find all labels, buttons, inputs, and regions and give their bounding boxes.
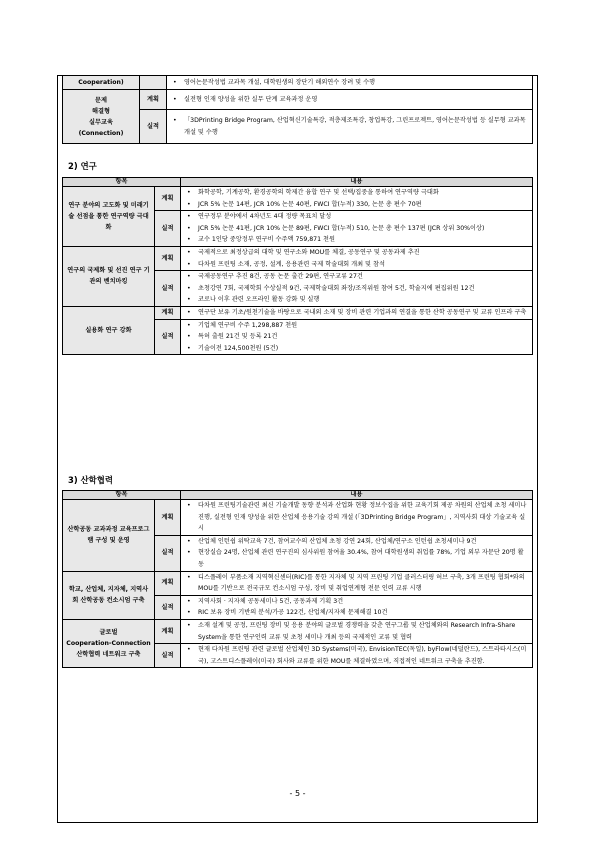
list-item: • 디스플레이 부품소재 지역혁신센터(RIC)를 통한 지자체 및 지역 프린팅 기업 클러스터링 허브 구축, 3개 프린팅 협회*와의 MOU를 기반으로 전국규모 컨소시엄 구성, 장비 및 취업연계형 전문 인력 교류 시행 [184, 572, 529, 595]
list-item: • 국제적으로 최정상급의 대학 및 연구소와 MOU를 체결, 공동연구 및 공동과제 추진 [184, 247, 529, 259]
header-content: 내용 [181, 491, 533, 500]
table-row [63, 90, 533, 110]
list-item: • 화학공학, 기계공학, 환경공학의 학제간 융합 연구 및 선택/집중을 통하여 연구역량 극대화 [184, 187, 529, 199]
table-row [63, 306, 533, 319]
section-title-industry: 3) 산학협력 [68, 475, 113, 485]
list-item: • 다차원 프린팅 소재, 공정, 설계, 응용관련 국제 학술대회 개최 및 참석 [184, 259, 529, 271]
table-row [63, 246, 533, 270]
row-content [167, 110, 533, 144]
list-item: • 기술이전 124,500천원 (5건) [184, 343, 529, 355]
list-item: • JCR 5% 논문 14편, JCR 10% 논문 40편, FWCI 합(누적) 330, 논문 총 편수 70편 [184, 199, 529, 211]
list-item: • 「3DPrinting Bridge Program, 산업혁신기술특강, 적층제조특강, 창업특강, 그린프로젝트, 영어논문작성법 등 실무형 교과목 개설 및 수행 [170, 115, 529, 138]
list-item: • 기업체 연구비 수주 1,298,887 천원 [184, 320, 529, 332]
education-table-continued [62, 75, 533, 144]
table-row [63, 619, 533, 643]
row-category: 학교, 산업체, 지자체, 지역사회 산학공동 컨소시엄 구축 [63, 571, 155, 619]
list-item: • 현장실습 24명, 산업체 관련 연구진의 심사위원 참여율 30.4%, 참여 대학원생의 취업률 78%, 기업 외부 자문단 20명 활동 [184, 547, 529, 570]
row-content [181, 644, 533, 668]
list-item: • 교수 1인당 중앙정부 연구비 수주액 759,871 천원 [184, 234, 529, 246]
result-label: 실적 [155, 271, 181, 307]
row-content [181, 187, 533, 211]
row-category: 문제 해결형 실무교육 (Connection) [63, 90, 140, 144]
table-row [63, 500, 533, 536]
row-content [181, 571, 533, 595]
list-item: • 지역사회 · 지자체 공동세미나 5건, 공동과제 기획 3건 [184, 596, 529, 608]
table-row [63, 76, 533, 90]
plan-label: 계획 [155, 246, 181, 270]
row-category: 산학공동 교과과정 교육프로그램 구성 및 운영 [63, 500, 155, 572]
table-row [63, 187, 533, 211]
row-category: 연구 분야의 고도화 및 미래기술 선점을 통한 연구역량 극대화 [63, 187, 155, 247]
list-item: • RIC 보유 장비 기반의 분석/가공 122건, 산업체/지자체 문제해결 10건 [184, 607, 529, 619]
row-content [181, 500, 533, 536]
list-item: • 소재 설계 및 공정, 프린팅 장비 및 응용 분야의 글로벌 경쟁력을 갖춘 연구그룹 및 산업체와의 Research Infra-Share System을 통한 연구인력 교류 및 초청 세미나 개최 등의 국제적인 교류 및 협력 [184, 620, 529, 643]
header-item: 항목 [63, 491, 181, 500]
section-title-research: 2) 연구 [68, 161, 97, 171]
list-item: • 코로나 이후 관련 오프라인 활동 강화 및 실행 [184, 294, 529, 306]
result-label: 실적 [155, 644, 181, 668]
result-label: 실적 [155, 595, 181, 619]
row-content [181, 246, 533, 270]
result-label: 실적 [140, 110, 167, 144]
header-item: 항목 [63, 178, 181, 187]
list-item: • 실전형 인재 양성을 위한 실무 단계 교육과정 운영 [170, 94, 529, 106]
result-label: 실적 [155, 319, 181, 355]
list-item: • 연구단 보유 기초/원천기술을 바탕으로 국내외 소재 및 장비 관련 기업과의 연결을 통한 산학 공동연구 및 교류 인프라 구축 [184, 307, 529, 319]
plan-label: 계획 [155, 619, 181, 643]
row-content [167, 90, 533, 110]
list-item: • 특허 출원 21건 및 등록 21건 [184, 331, 529, 343]
row-content [181, 211, 533, 247]
row-category: 실용화 연구 강화 [63, 306, 155, 354]
row-content [181, 595, 533, 619]
row-content [181, 535, 533, 571]
list-item: • 초청강연 7회, 국제학회 수상실적 9건, 국제학술대회 좌장/조직위원 참여 5건, 학술지에 편집위원 12건 [184, 283, 529, 295]
row-category: 연구의 국제화 및 선진 연구 기관의 벤치마킹 [63, 246, 155, 306]
row-label [140, 76, 167, 90]
list-item: • 산업체 인턴쉽 위탁교육 7건, 참여교수의 산업체 초청 강연 24회, 산업체/연구소 인턴쉽 초청세미나 9건 [184, 536, 529, 548]
row-content [181, 306, 533, 319]
row-content [181, 619, 533, 643]
result-label: 실적 [155, 535, 181, 571]
plan-label: 계획 [155, 500, 181, 536]
result-label: 실적 [155, 211, 181, 247]
list-item: • 다차원 프린팅기술관련 최신 기술개발 동향 분석과 산업화 현황 정보수집을 위한 교육기회 제공 차원의 산업체 초청 세미나 진행, 실전형 인재 양성을 위한 산업체 응용기술 강의 개설 (「3DPrinting Bridge Program」, 지역사회 대상 기술교육 실시 [184, 500, 529, 535]
list-item: • JCR 5% 논문 41편, JCR 10% 논문 89편, FWCI 합(누적) 510, 논문 총 편수 137편 (JCR 상위 30%이상) [184, 223, 529, 235]
list-item: • 연구정부 분야에서 4차년도 4대 정량 목표치 달성 [184, 211, 529, 223]
list-item: • 국제공동연구 추진 8건, 공동 논문 출간 29편, 연구교류 27건 [184, 271, 529, 283]
plan-label: 계획 [155, 187, 181, 211]
plan-label: 계획 [140, 90, 167, 110]
list-item: • 영어논문작성법 교과목 개설, 대학원생의 장단기 해외연수 장려 및 수행 [170, 77, 529, 89]
row-category: Cooperation) [63, 76, 140, 90]
plan-label: 계획 [155, 571, 181, 595]
list-item: • 현재 다차원 프린팅 관련 글로벌 산업체인 3D Systems(미국), EnvisionTEC(독일), byFlow(네덜란드), 스트라타시스(미국), 고스트디스플레이(미국) 회사와 교류를 위한 MOU를 체결하였으며, 직접적인 네트워크 구축을 추진함. [184, 644, 529, 667]
industry-cooperation-table [62, 490, 533, 668]
research-table [62, 177, 533, 355]
row-content [181, 319, 533, 355]
page-number: - 5 - [289, 789, 306, 798]
header-content: 내용 [181, 178, 533, 187]
row-category: 글로벌 Cooperation-Connection 산학협력 네트워크 구축 [63, 619, 155, 667]
row-content [167, 76, 533, 90]
plan-label: 계획 [155, 306, 181, 319]
table-row [63, 571, 533, 595]
row-content [181, 271, 533, 307]
